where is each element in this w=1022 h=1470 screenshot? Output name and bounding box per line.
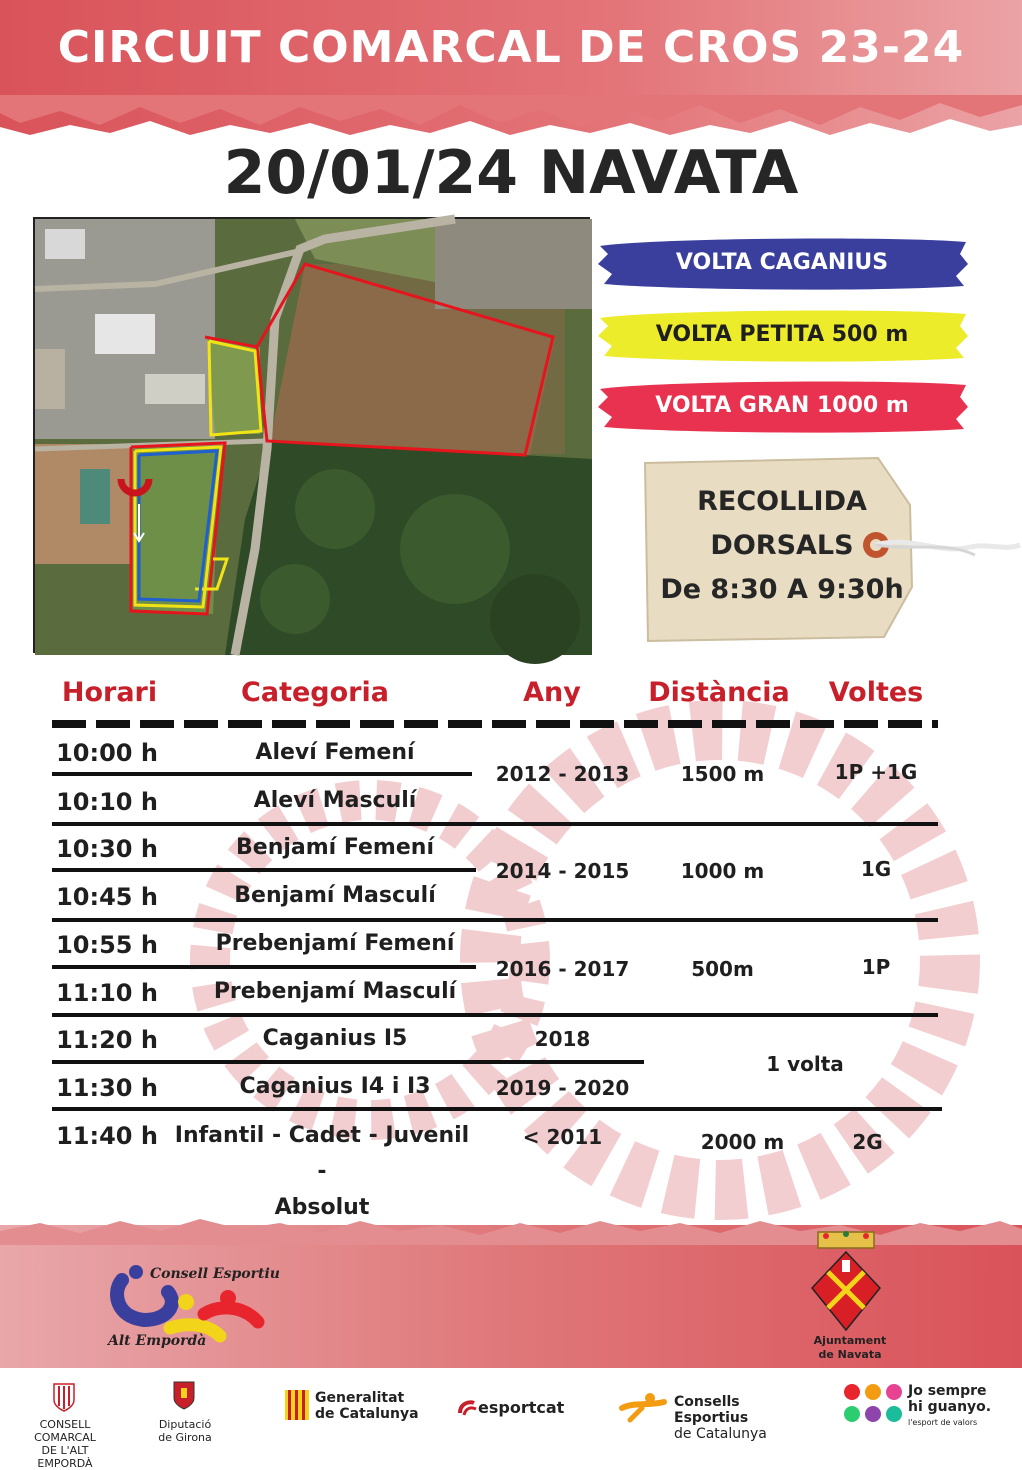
sponsor-text-line: hi guanyo. xyxy=(908,1399,992,1415)
diputacio-shield-icon xyxy=(172,1378,196,1410)
row-time: 11:10 h xyxy=(56,979,158,1007)
generalitat-flag-icon xyxy=(285,1390,309,1420)
group-distance: 2000 m xyxy=(700,1130,785,1154)
event-title: 20/01/24 NAVATA xyxy=(223,138,799,208)
group-divider xyxy=(52,918,938,922)
group-year: 2014 - 2015 xyxy=(495,859,630,883)
header-any: Any xyxy=(523,677,581,708)
row-divider xyxy=(52,868,476,872)
main-title: CIRCUIT COMARCAL DE CROS 23-24 xyxy=(57,22,965,73)
row-category: Aleví Masculí xyxy=(253,788,417,813)
sponsor-text-line: de Catalunya xyxy=(315,1406,419,1422)
sponsor-text-line: Generalitat xyxy=(315,1390,405,1406)
jo-sempre-values-icon xyxy=(843,1383,905,1425)
row-divider xyxy=(52,1060,644,1064)
group-divider xyxy=(52,1013,938,1017)
row-time: 10:55 h xyxy=(56,931,158,959)
header-horari: Horari xyxy=(61,677,158,708)
sponsor-text-line: Diputació xyxy=(158,1418,212,1431)
category-line: Absolut xyxy=(274,1195,370,1220)
esportcat-icon xyxy=(456,1397,478,1419)
row-category: Benjamí Masculí xyxy=(234,883,436,908)
row-time: 11:30 h xyxy=(56,1074,158,1102)
row-time: 10:45 h xyxy=(56,883,158,911)
row-divider xyxy=(52,772,472,776)
course-map xyxy=(33,217,590,653)
header-categoria: Categoria xyxy=(241,677,389,708)
group-divider xyxy=(52,1107,942,1111)
group-laps: 1G xyxy=(860,857,892,881)
group-divider xyxy=(52,822,938,826)
sponsor-text-line: DE L'ALT EMPORDÀ xyxy=(37,1444,93,1470)
group-distance: 1500 m xyxy=(680,762,765,786)
sponsor-text-line: de Girona xyxy=(158,1431,212,1444)
group-laps: 1 volta xyxy=(766,1052,844,1076)
row-category: Caganius I5 xyxy=(262,1026,408,1051)
category-line: Infantil - Cadet - Juvenil - xyxy=(174,1123,470,1184)
sponsor-text-line: Consells Esportius xyxy=(674,1394,749,1426)
legend-gran xyxy=(594,377,970,435)
townhall-label xyxy=(795,1334,905,1362)
group-distance: 1000 m xyxy=(680,859,765,883)
tag-text xyxy=(652,480,912,612)
tag-line-2: DORSALS xyxy=(710,530,854,561)
legend-petita xyxy=(594,306,970,364)
consell-comarcal-shield-icon xyxy=(52,1380,76,1412)
sponsor-consell-comarcal xyxy=(15,1418,115,1470)
sponsor-jo-sempre xyxy=(908,1383,1008,1431)
row-time: 10:10 h xyxy=(56,788,158,816)
row-time: 11:20 h xyxy=(56,1026,158,1054)
tag-line-3: De 8:30 A 9:30h xyxy=(660,574,904,605)
sponsor-diputacio xyxy=(150,1418,220,1444)
consells-esportius-icon xyxy=(620,1392,666,1422)
row-time: 11:40 h xyxy=(56,1122,158,1150)
sponsor-text-line: Jo sempre xyxy=(908,1383,987,1399)
sponsor-esportcat: esportcat xyxy=(478,1398,565,1417)
sponsor-text-line: de Catalunya xyxy=(674,1426,767,1442)
row-category: Caganius I4 i I3 xyxy=(239,1074,431,1099)
group-year: 2018 xyxy=(534,1027,591,1051)
header-voltes: Voltes xyxy=(828,677,924,708)
navata-coat-of-arms xyxy=(806,1230,886,1335)
legend-label-gran: VOLTA GRAN 1000 m xyxy=(655,393,909,418)
header-dashed-divider xyxy=(52,720,938,728)
sponsor-generalitat xyxy=(315,1390,425,1422)
tag-line-1: RECOLLIDA xyxy=(697,486,867,517)
group-laps: 1P +1G xyxy=(834,760,918,784)
sponsor-tagline: l'esport de valors xyxy=(908,1418,978,1427)
row-category: Prebenjamí Masculí xyxy=(213,979,457,1004)
sponsor-text-line: CONSELL COMARCAL xyxy=(34,1418,96,1444)
row-divider xyxy=(52,965,476,969)
legend-label-caganius: VOLTA CAGANIUS xyxy=(675,250,889,275)
group-distance: 500m xyxy=(691,957,754,981)
header-distancia: Distància xyxy=(648,677,790,708)
row-time: 10:30 h xyxy=(56,835,158,863)
row-category: Benjamí Femení xyxy=(236,835,434,860)
sponsor-consells-esportius xyxy=(674,1394,814,1442)
organizer-line-2: Alt Empordà xyxy=(108,1333,207,1349)
header-brush-edge xyxy=(0,95,1022,140)
group-year: 2012 - 2013 xyxy=(495,762,630,786)
group-laps: 1P xyxy=(861,955,891,979)
group-laps: 2G xyxy=(852,1130,883,1154)
row-category: Aleví Femení xyxy=(255,740,415,765)
townhall-line-2: de Navata xyxy=(818,1348,882,1361)
group-year: 2019 - 2020 xyxy=(495,1076,630,1100)
organizer-line-1: Consell Esportiu xyxy=(150,1266,280,1282)
group-year: 2016 - 2017 xyxy=(495,957,630,981)
row-category: Prebenjamí Femení xyxy=(215,931,455,956)
row-time: 10:00 h xyxy=(56,739,158,767)
legend-caganius xyxy=(594,234,970,292)
townhall-line-1: Ajuntament xyxy=(813,1334,887,1347)
group-year: < 2011 xyxy=(522,1125,603,1149)
course-map-image xyxy=(35,219,592,655)
legend-label-petita: VOLTA PETITA 500 m xyxy=(655,322,909,347)
